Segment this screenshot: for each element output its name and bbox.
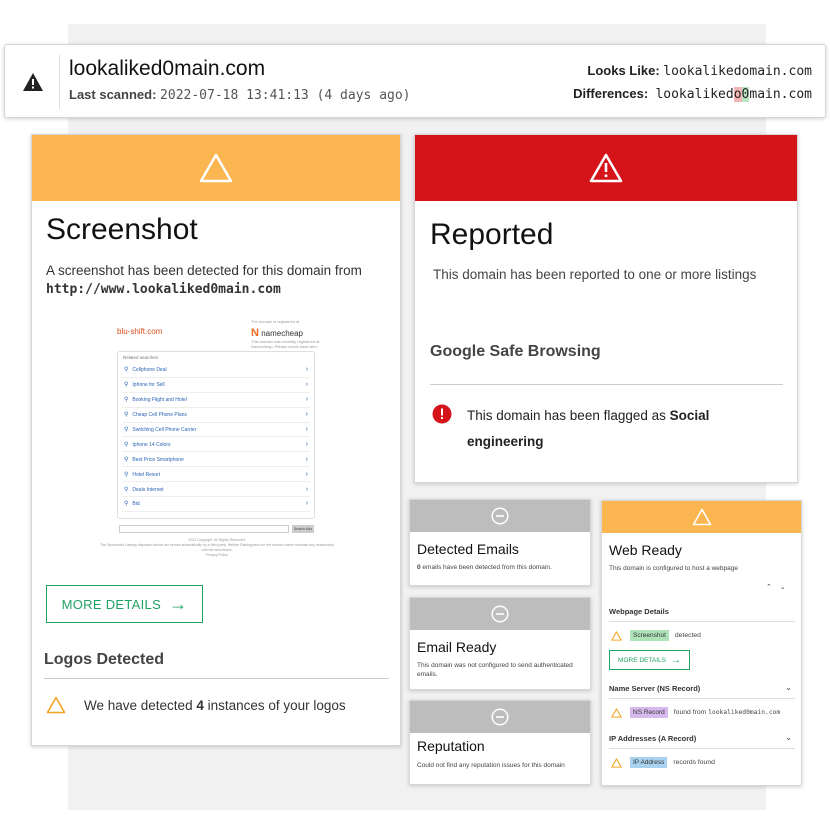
arrow-right-icon: →	[670, 654, 681, 666]
logos-divider	[44, 678, 389, 679]
reported-description: This domain has been reported to one or more listings	[433, 267, 757, 282]
expand-all-icon[interactable]: ⌄	[779, 584, 786, 591]
list-item: ⚲ Switching Cell Phone Carrier ›	[122, 423, 310, 438]
web-ready-band	[602, 501, 801, 533]
minus-circle-icon	[491, 708, 509, 726]
screenshot-url: http://www.lookaliked0main.com	[46, 282, 281, 297]
detected-emails-band	[410, 500, 590, 532]
preview-related-searches: Related searches ⚲ Cellphone Deal › ⚲ Iphone for Sell › ⚲ Booking Flight and Hotel › ⚲ Cheap Cell Phone Plans › ⚲ Switching Cell Phone Carrier › ⚲ Iphone 14 Colors › ⚲ Best Price Smartphone › ⚲ Hotel Resort › ⚲ Deals Internet › ⚲ Bid ›	[117, 351, 315, 519]
email-ready-band	[410, 598, 590, 630]
list-item: ⚲ Iphone for Sell ›	[122, 378, 310, 393]
warning-icon	[22, 72, 44, 92]
expand-collapse-controls	[766, 583, 794, 591]
reputation-text: Could not find any reputation issues for this domain	[417, 762, 565, 769]
chevron-down-icon[interactable]: ⌄	[785, 683, 792, 692]
warning-outline-icon	[611, 758, 622, 768]
screenshot-preview	[100, 311, 347, 561]
screenshot-warning-band	[32, 135, 400, 201]
name-server-heading[interactable]: Name Server (NS Record)	[609, 684, 701, 693]
warning-outline-icon	[199, 153, 233, 183]
reported-danger-band	[415, 135, 797, 201]
detected-emails-card	[409, 499, 591, 586]
reported-divider	[430, 384, 783, 385]
section-divider	[609, 698, 795, 699]
logos-detected-heading: Logos Detected	[44, 651, 165, 668]
warning-icon	[589, 153, 623, 183]
list-item: ⚲ Deals Internet ›	[122, 482, 310, 497]
ip-address-row: IP Address records found	[611, 757, 715, 768]
detected-emails-text: 0 emails have been detected from this domain.	[417, 564, 552, 571]
domain-header	[4, 44, 826, 118]
screenshot-tag: Screenshot	[630, 630, 669, 641]
list-item: ⚲ Cheap Cell Phone Plans ›	[122, 408, 310, 423]
logos-detected-text: We have detected 4 instances of your logos	[84, 698, 346, 713]
list-item: ⚲ Hotel Resort ›	[122, 467, 310, 482]
flag-category: Social engineering	[467, 408, 710, 449]
reputation-card	[409, 700, 591, 785]
alert-circle-icon	[432, 404, 452, 424]
chevron-down-icon[interactable]: ⌄	[785, 733, 792, 742]
reputation-title: Reputation	[417, 738, 485, 754]
namecheap-logo: namecheap	[261, 329, 303, 338]
minus-circle-icon	[491, 605, 509, 623]
diff-removed: o	[733, 87, 742, 102]
email-ready-card	[409, 597, 591, 690]
ip-addresses-heading[interactable]: IP Addresses (A Record)	[609, 734, 697, 743]
domain-name: lookaliked0main.com	[69, 57, 266, 80]
header-divider	[59, 55, 60, 109]
web-ready-text: This domain is configured to host a webpage	[609, 565, 738, 572]
list-item: ⚲ Bid ›	[122, 497, 310, 512]
looks-like: Looks Like: lookalikedomain.com	[587, 63, 812, 79]
preview-registrar: The domain is registered at N namecheap This domain was recently registered at Namecheap. Please check back later.	[251, 319, 320, 349]
last-scanned: Last scanned: 2022-07-18 13:41:13 (4 days ago)	[69, 87, 411, 103]
differences: Differences: lookalikedo0main.com	[573, 86, 812, 102]
preview-site-name: blu-shift.com	[117, 327, 163, 336]
preview-footer: 2022 Copyright. All Rights Reserved. The Sponsored Listings displayed above are served automatically by a third party. Neither Parkingcrew nor the domain owner maintain any relationship with the advertisers. Privacy Policy	[100, 538, 334, 557]
screenshot-card	[31, 134, 401, 746]
email-ready-text: This domain was not configured to send authenticated emails.	[417, 662, 573, 678]
webpage-details-heading: Webpage Details	[609, 607, 669, 616]
preview-search-box	[119, 525, 289, 533]
screenshot-title: Screenshot	[46, 213, 198, 246]
ip-address-tag: IP Address	[630, 757, 667, 768]
section-divider	[609, 748, 795, 749]
more-details-button[interactable]: MORE DETAILS →	[46, 585, 203, 623]
warning-outline-icon	[611, 631, 622, 641]
preview-search-button: Search Ads	[292, 525, 314, 533]
section-divider	[609, 621, 795, 622]
flag-text: This domain has been flagged as Social engineering	[467, 408, 710, 449]
detected-emails-title: Detected Emails	[417, 541, 519, 557]
list-item: ⚲ Cellphone Deal ›	[122, 363, 310, 378]
ns-record-tag: NS Record	[630, 707, 668, 718]
screenshot-row: Screenshot detected	[611, 630, 701, 641]
diff-added: 0	[741, 87, 750, 102]
minus-circle-icon	[491, 507, 509, 525]
google-safe-browsing-heading: Google Safe Browsing	[430, 343, 601, 360]
reported-card	[414, 134, 798, 483]
screenshot-description: A screenshot has been detected for this domain from http://www.lookaliked0main.com	[46, 263, 362, 297]
list-item: ⚲ Best Price Smartphone ›	[122, 452, 310, 467]
arrow-right-icon: →	[169, 593, 188, 614]
web-ready-card	[601, 500, 802, 786]
warning-outline-icon	[611, 708, 622, 718]
list-item: ⚲ Iphone 14 Colors ›	[122, 437, 310, 452]
web-ready-more-details-button[interactable]: MORE DETAILS →	[609, 650, 690, 670]
collapse-all-icon[interactable]: ⌃	[766, 584, 772, 591]
email-ready-title: Email Ready	[417, 639, 497, 655]
warning-outline-icon	[692, 508, 712, 526]
ns-record-row: NS Record found from lookaliked0main.com	[611, 707, 780, 718]
reputation-band	[410, 701, 590, 733]
web-ready-title: Web Ready	[609, 542, 682, 558]
warning-outline-icon	[46, 696, 66, 714]
list-item: ⚲ Booking Flight and Hotel ›	[122, 393, 310, 408]
reported-title: Reported	[430, 218, 554, 251]
